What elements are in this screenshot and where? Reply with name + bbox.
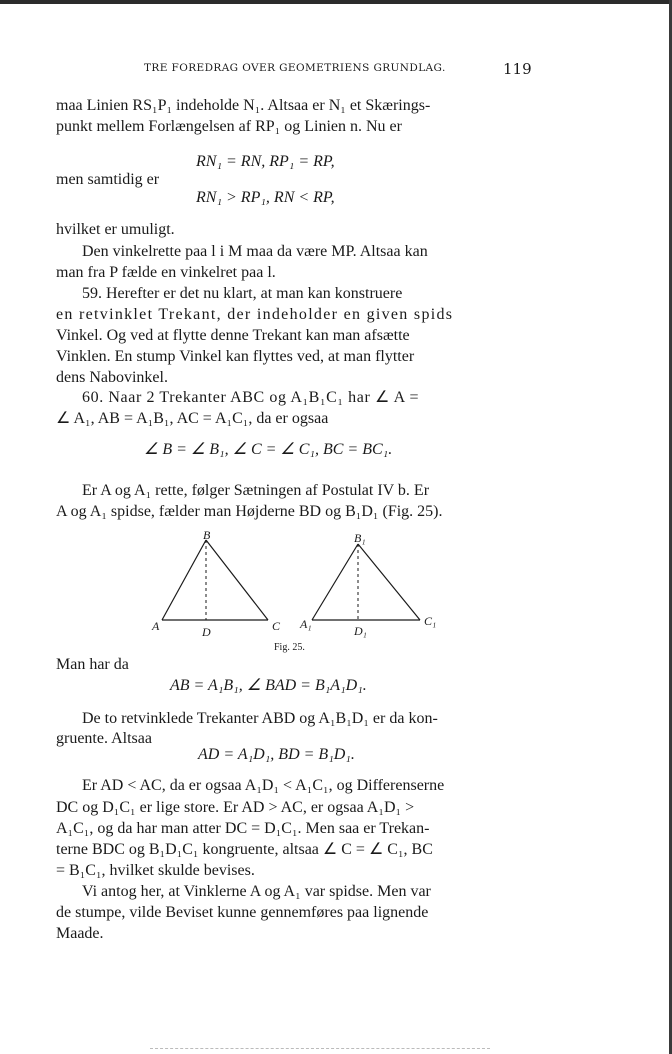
text-line: dens Nabovinkel. [56,369,168,386]
page-bottom-edge [150,1048,490,1049]
label-c: C [272,619,281,633]
text-line: Den vinkelrette paa l i M maa da være MP. Altsaa kan [82,243,428,260]
text-line: Er AD < AC, da er ogsaa A₁D₁ < A₁C₁, og Differenserne [82,777,445,794]
figure-caption: Fig. 25. [274,642,305,653]
text-line: 60. Naar 2 Trekanter ABC og A₁B₁C₁ har ∠ A = [82,389,420,406]
equation-line: ∠ B = ∠ B₁, ∠ C = ∠ C₁, BC = BC₁. [144,441,393,458]
equation-line: RN₁ = RN, RP₁ = RP, [196,153,335,170]
equation-line: AB = A₁B₁, ∠ BAD = B₁A₁D₁. [170,677,367,694]
triangle-side-bc [206,540,268,620]
text-line: men samtidig er [56,171,160,188]
text-line: terne BDC og B₁D₁C₁ kongruente, altsaa ∠ C = ∠ C₁, BC [56,841,433,858]
text-line: 59. Herefter er det nu klart, at man kan konstruere [82,285,403,302]
triangle-side-b1c1 [358,544,420,620]
text-line: hvilket er umuligt. [56,221,175,238]
text-line: Man har da [56,656,129,673]
triangle-side-ab [162,540,206,620]
text-line: = B₁C₁, hvilket skulde bevises. [56,862,255,879]
label-b: B [203,528,211,542]
label-d: D [202,625,211,638]
text-line: man fra P fælde en vinkelret paa l. [56,264,276,281]
figure-25 [0,528,672,638]
text-line: Vinkel. Og ved at flytte denne Trekant kan man afsætte [56,327,410,344]
running-title: TRE FOREDRAG OVER GEOMETRIENS GRUNDLAG. [144,62,446,74]
text-line: Vi antog her, at Vinklerne A og A₁ var spidse. Men var [82,883,431,900]
text-line: Vinklen. En stump Vinkel kan flyttes ved, at man flytter [56,348,415,365]
text-line: ∠ A₁, AB = A₁B₁, AC = A₁C₁, da er ogsaa [56,410,329,427]
running-header [0,60,672,78]
equation-line: AD = A₁D₁, BD = B₁D₁. [198,746,355,763]
label-b1: B₁ [354,531,366,545]
page-number: 119 [503,60,532,78]
label-a1: A₁ [300,617,312,631]
text-line: en retvinklet Trekant, der indeholder en given spids [56,306,454,323]
equation-line: RN₁ > RP₁, RN < RP, [196,189,335,206]
label-c1: C₁ [424,614,437,628]
text-line: Er A og A₁ rette, følger Sætningen af Postulat IV b. Er [82,482,430,499]
label-d1: D₁ [354,624,367,638]
text-line: A og A₁ spidse, fælder man Højderne BD og B₁D₁ (Fig. 25). [56,503,443,520]
text-line: de stumpe, vilde Beviset kunne gennemføres paa lignende [56,904,429,921]
text-line: punkt mellem Forlængelsen af RP₁ og Linien n. Nu er [56,118,402,135]
text-line: gruente. Altsaa [56,730,152,747]
triangle-side-a1b1 [312,544,358,620]
text-line: DC og D₁C₁ er lige store. Er AD > AC, er ogsaa A₁D₁ > [56,799,415,816]
text-line: A₁C₁, og da har man atter DC = D₁C₁. Men saa er Trekan- [56,820,430,837]
label-a: A [152,619,160,633]
text-line: De to retvinklede Trekanter ABD og A₁B₁D₁ er da kon- [82,710,438,727]
page-top-edge [0,0,672,4]
text-line: Maade. [56,925,104,942]
text-line: maa Linien RS₁P₁ indeholde N₁. Altsaa er N₁ et Skærings- [56,97,431,114]
